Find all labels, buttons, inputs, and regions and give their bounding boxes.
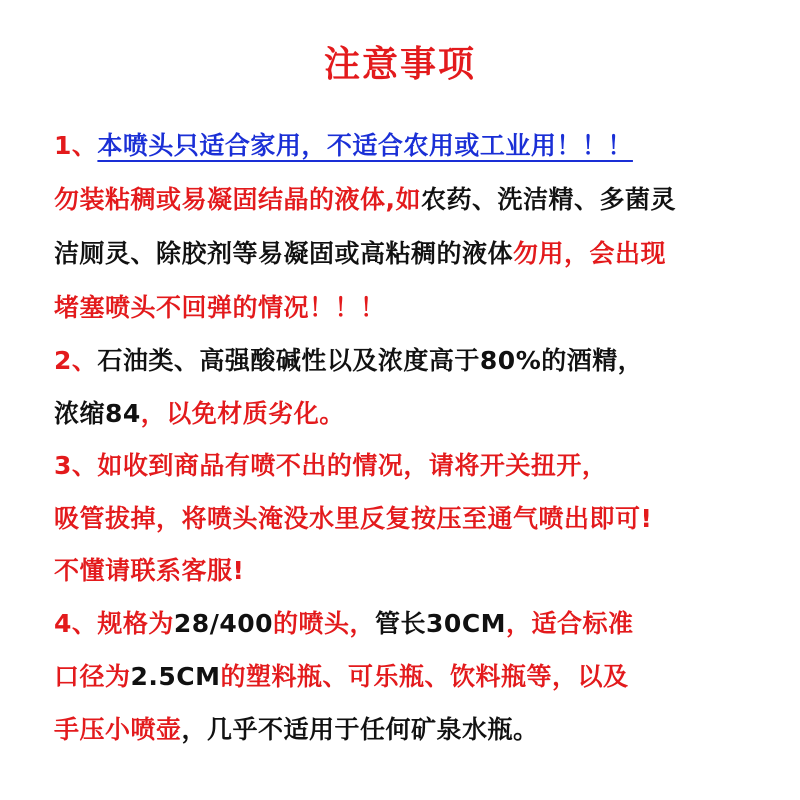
notice-text-segment: 2、 <box>54 346 98 375</box>
notice-text-segment: 勿装粘稠或易凝固结晶的液体,如 <box>54 185 421 214</box>
notice-text-segment: 不懂请联系客服! <box>54 556 245 585</box>
notice-line <box>54 236 774 272</box>
notice-line <box>54 396 774 432</box>
notice-text-segment: 口径为 <box>54 662 131 691</box>
notice-text-segment: 农药、洗洁精、多菌灵 <box>421 185 677 214</box>
notice-text-segment: 勿用，会出现 <box>513 239 667 268</box>
notice-line <box>54 501 774 537</box>
notice-text-segment: 的塑料瓶、可乐瓶、饮料瓶等，以及 <box>220 662 629 691</box>
notice-text-segment: 石油类、高强酸碱性以及浓度高于80%的酒精， <box>97 346 644 375</box>
notice-line <box>54 606 774 642</box>
notice-line <box>54 712 774 748</box>
notice-text-segment: 2.5CM <box>130 662 221 691</box>
notice-line <box>54 448 774 484</box>
notice-text-segment: 28/400 <box>173 609 274 638</box>
notice-text-segment: 堵塞喷头不回弹的情况！！！ <box>54 293 386 322</box>
notice-text-segment: ，几乎不适用于任何矿泉水瓶。 <box>181 715 539 744</box>
notice-text-segment: 洁厕灵、除胶剂等易凝固或高粘稠的液体 <box>54 239 514 268</box>
notice-text-segment: 手压小喷壶 <box>54 715 182 744</box>
notice-text-segment: ，适合标准 <box>506 609 634 638</box>
notice-text-segment: 本喷头只适合家用，不适合农用或工业用！！！ <box>97 131 633 160</box>
notice-line <box>54 128 774 164</box>
notice-line <box>54 659 774 695</box>
notice-text-segment: 管长30CM <box>375 609 507 638</box>
notice-text-segment: 浓缩84 <box>54 399 141 428</box>
notice-line <box>54 553 774 589</box>
notice-text-segment: 1、 <box>54 131 98 160</box>
notice-line <box>54 182 774 218</box>
notice-text-segment: 3、如收到商品有喷不出的情况，请将开关扭开， <box>54 451 608 480</box>
page-title: 注意事项 <box>323 44 476 85</box>
notice-line <box>54 343 774 379</box>
notice-text-segment: 4、规格为 <box>54 609 174 638</box>
notice-text-segment: 吸管拔掉，将喷头淹没水里反复按压至通气喷出即可! <box>54 504 653 533</box>
notice-text-segment: ，以免材质劣化。 <box>140 399 345 428</box>
notice-text-segment: 的喷头， <box>273 609 376 638</box>
notice-line <box>54 290 774 326</box>
